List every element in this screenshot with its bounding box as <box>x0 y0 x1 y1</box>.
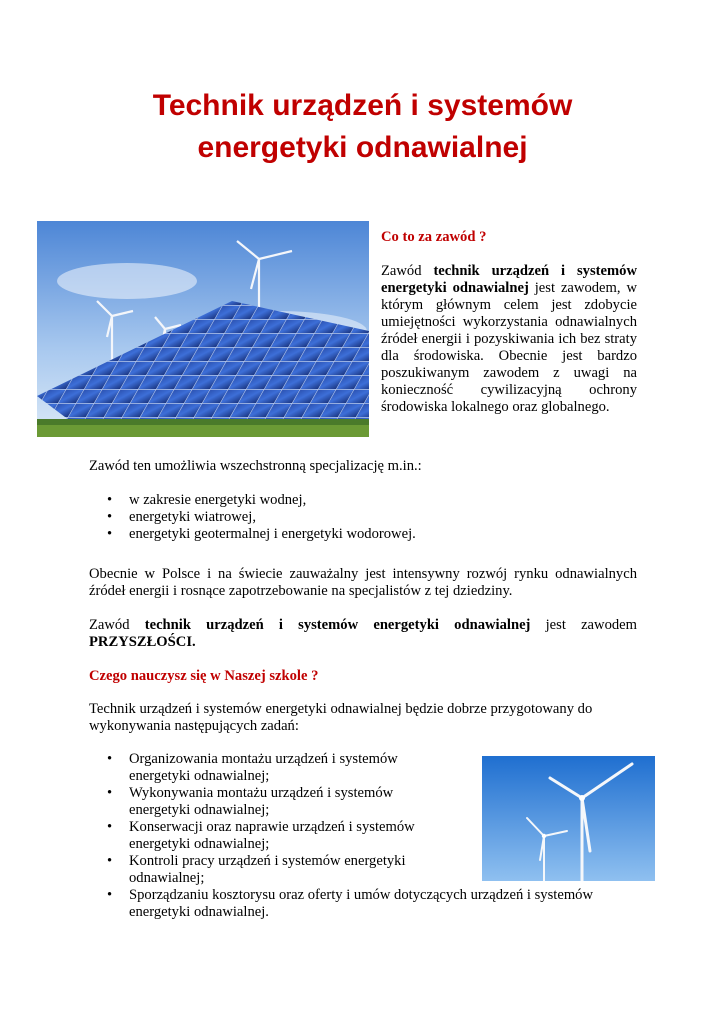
list-item: • energetyki geotermalnej i energetyki wodorowej. <box>89 526 637 543</box>
school-lead: Technik urządzeń i systemów energetyki odnawialnej będzie dobrze przygotowany do wykonywania następujących zadań: <box>89 701 593 734</box>
future-text-start: Zawód <box>89 617 145 633</box>
list-item: • energetyki wiatrowej, <box>89 509 637 526</box>
market-paragraph: Obecnie w Polsce i na świecie zauważalny jest intensywny rozwój rynku odnawialnych źródeł energii i rosnące zapotrzebowanie na specjalistów z tej dziedziny. <box>89 566 637 599</box>
market-paragraph-wrap <box>89 566 637 600</box>
intro-text-start: Zawód <box>381 263 434 279</box>
list-item: • Konserwacji oraz naprawie urządzeń i systemów energetyki odnawialnej; <box>89 819 449 853</box>
list-item: • Wykonywania montażu urządzeń i systemów energetyki odnawialnej; <box>89 785 449 819</box>
tasks-section <box>89 751 637 921</box>
tasks-list <box>89 751 637 921</box>
school-heading: Czego nauczysz się w Naszej szkole ? <box>89 668 319 684</box>
title-line-2: energetyki odnawialnej <box>197 131 528 164</box>
school-lead-wrap <box>89 701 637 735</box>
future-text-bold: technik urządzeń i systemów energetyki odnawialnej <box>144 617 531 633</box>
school-heading-wrap <box>89 668 637 685</box>
specialization-lead: Zawód ten umożliwia wszechstronną specjalizację m.in.: <box>89 458 422 474</box>
list-item: • Kontroli pracy urządzeń i systemów energetyki odnawialnej; <box>89 853 449 887</box>
list-item: • w zakresie energetyki wodnej, <box>89 492 637 509</box>
list-item: • Sporządzaniu kosztorysu oraz oferty i umów dotyczących urządzeń i systemów energetyki odnawialnej. <box>89 887 637 921</box>
document-title <box>0 85 725 169</box>
intro-paragraph <box>381 263 637 416</box>
intro-text-rest: jest zawodem, w którym głównym celem jest zdobycie umiejętności wykorzystania odnawialnych źródeł energii i pozyskiwania ich bez straty dla środowiska. Obecnie jest bardzo poszukiwanym zawodem z uwagi na konieczność cywilizacyjną ochrony środowiska lokalnego oraz globalnego. <box>381 280 637 415</box>
solar-panels-wind-turbines-photo <box>37 221 369 437</box>
list-item: • Organizowania montażu urządzeń i systemów energetyki odnawialnej; <box>89 751 449 785</box>
future-paragraph-wrap <box>89 617 637 651</box>
specialization-list <box>89 492 637 543</box>
future-text-rest: jest zawodem <box>530 617 637 633</box>
intro-text-bold: technik urządzeń i systemów energetyki odnawialnej <box>381 263 637 296</box>
future-paragraph <box>89 617 637 651</box>
intro-section <box>381 229 637 416</box>
future-text-caps: PRZYSZŁOŚCI. <box>89 634 196 650</box>
specialization-section <box>89 458 637 543</box>
title-line-1: Technik urządzeń i systemów <box>152 89 573 122</box>
intro-question: Co to za zawód ? <box>381 229 487 245</box>
